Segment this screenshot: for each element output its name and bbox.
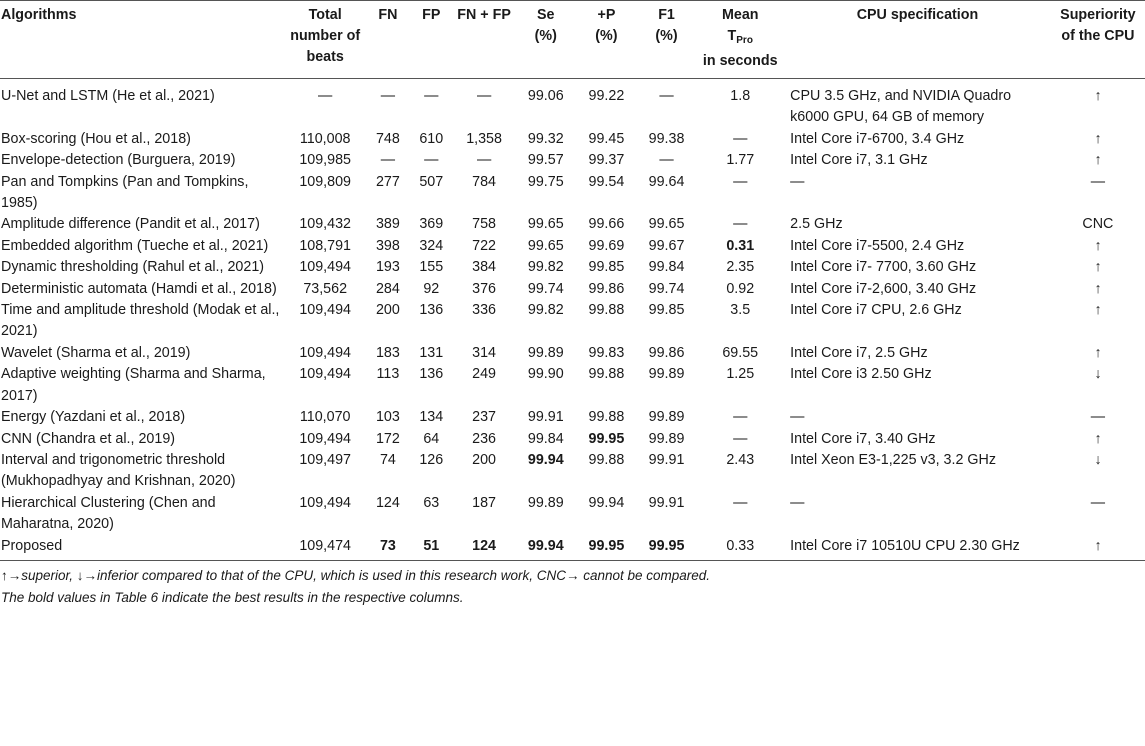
header-fn: FN: [366, 1, 410, 79]
plus-p-cell: 99.94: [588, 494, 625, 511]
fn-fp-cell: 376: [472, 280, 497, 297]
fn-cell: 124: [375, 494, 400, 511]
mean-tpro-cell: —: [733, 216, 748, 233]
total-beats-cell: 109,809: [299, 173, 352, 190]
mean-tpro-cell: —: [733, 494, 748, 511]
total-beats-cell: 109,985: [299, 152, 352, 169]
f1-cell: —: [659, 152, 674, 169]
superiority-cell: ↓: [1094, 451, 1102, 468]
algorithm-cell: Box-scoring (Hou et al., 2018): [1, 130, 191, 147]
fn-fp-cell: —: [476, 88, 492, 104]
total-beats-cell: 109,432: [299, 216, 352, 233]
table-row: [0, 364, 1145, 407]
f1-cell: 99.38: [648, 130, 685, 147]
algorithm-cell: Deterministic automata (Hamdi et al., 2018): [1, 280, 277, 297]
header-total-beats: Total number of beats: [284, 1, 366, 79]
superiority-cell: CNC: [1082, 216, 1114, 233]
header-row: [0, 1, 1145, 79]
f1-cell: 99.89: [648, 366, 685, 383]
algorithm-cell: Adaptive weighting (Sharma and Sharma, 2017): [1, 366, 266, 404]
total-beats-cell: 109,474: [284, 536, 366, 561]
superiority-cell: ↑: [1094, 152, 1102, 169]
fn-cell: —: [380, 88, 396, 104]
fn-fp-cell: 124: [453, 536, 516, 561]
plus-p-cell: 99.66: [588, 216, 625, 233]
header-mean-sub: Pro: [736, 35, 753, 46]
f1-cell: 99.64: [648, 173, 685, 190]
algorithm-cell: Time and amplitude threshold (Modak et al., 2021): [1, 302, 280, 340]
plus-p-cell: 99.22: [588, 88, 625, 104]
header-plus-p: [576, 1, 637, 79]
fn-fp-cell: 187: [472, 494, 497, 511]
total-beats-cell: 109,494: [299, 494, 352, 511]
plus-p-cell: 99.88: [588, 451, 625, 468]
cpu-spec-cell: Intel Core i7, 3.1 GHz: [790, 152, 928, 169]
total-beats-cell: —: [318, 88, 333, 104]
fp-cell: —: [424, 152, 439, 169]
se-cell: 99.89: [527, 344, 564, 361]
superiority-cell: ↑: [1094, 237, 1102, 254]
cpu-spec-cell: Intel Core i7-6700, 3.4 GHz: [790, 130, 965, 147]
mean-tpro-cell: 0.33: [696, 536, 784, 561]
algorithm-cell: Interval and trigonometric threshold (Mukhopadhyay and Krishnan, 2020): [1, 451, 236, 490]
se-cell: 99.89: [527, 494, 564, 511]
header-pp-line2: (%): [595, 28, 618, 44]
superiority-cell: ↑: [1094, 344, 1102, 361]
algorithm-cell: Envelope-detection (Burguera, 2019): [1, 152, 236, 169]
f1-cell: 99.89: [648, 409, 685, 426]
fn-fp-cell: 336: [472, 302, 497, 319]
mean-tpro-cell: 3.5: [730, 302, 751, 319]
plus-p-cell: 99.69: [588, 237, 625, 254]
fn-fp-cell: 784: [472, 173, 497, 190]
fn-cell: 277: [375, 173, 400, 190]
total-beats-cell: 73,562: [303, 280, 348, 297]
se-cell: 99.82: [527, 302, 564, 319]
fp-cell: —: [424, 88, 439, 104]
superiority-cell: ↑: [1094, 259, 1102, 276]
fp-cell: 51: [410, 536, 453, 561]
plus-p-cell: 99.95: [576, 536, 637, 561]
f1-cell: 99.86: [648, 344, 685, 361]
f1-cell: 99.74: [648, 280, 685, 297]
fn-fp-cell: 200: [472, 451, 497, 468]
header-se-line1: Se: [537, 7, 555, 23]
table-row: [0, 450, 1145, 493]
cpu-spec-cell: 2.5 GHz: [790, 216, 843, 233]
se-cell: 99.94: [527, 451, 564, 468]
header-f1: [637, 1, 697, 79]
f1-cell: 99.95: [637, 536, 697, 561]
algorithm-cell: CNN (Chandra et al., 2019): [1, 430, 176, 447]
algorithm-cell: Amplitude difference (Pandit et al., 2017): [1, 216, 260, 233]
se-cell: 99.91: [527, 409, 564, 426]
fp-cell: 136: [419, 302, 444, 319]
plus-p-cell: 99.37: [588, 152, 625, 169]
fp-cell: 126: [419, 451, 444, 468]
plus-p-cell: 99.86: [588, 280, 625, 297]
table-row: [0, 257, 1145, 278]
cpu-spec-cell: —: [790, 173, 805, 190]
table-row: [0, 214, 1145, 235]
total-beats-cell: 109,494: [299, 259, 352, 276]
cpu-spec-cell: Intel Core i3 2.50 GHz: [790, 366, 932, 383]
header-cpu-spec: CPU specification: [784, 1, 1051, 79]
se-cell: 99.74: [527, 280, 564, 297]
header-pp-line1: +P: [597, 7, 616, 23]
table-row: [0, 493, 1145, 536]
table-footnotes: [0, 561, 1145, 609]
footnote-legend: ↑→superior, ↓→inferior compared to that of the CPU, which is used in this research work, CNC→ cannot be compared.: [1, 567, 711, 583]
cpu-spec-cell: Intel Core i7, 3.40 GHz: [790, 430, 936, 447]
f1-cell: 99.85: [648, 302, 685, 319]
se-cell: 99.32: [527, 130, 564, 147]
fn-fp-cell: 758: [472, 216, 497, 233]
superiority-cell: ↑: [1094, 302, 1102, 319]
algorithm-cell: Pan and Tompkins (Pan and Tompkins, 1985): [1, 173, 249, 212]
table-body: [0, 79, 1145, 561]
fp-cell: 507: [419, 173, 444, 190]
header-mean-tpro: [696, 1, 784, 79]
total-beats-cell: 109,494: [299, 430, 352, 447]
mean-tpro-cell: 0.92: [726, 280, 755, 297]
total-beats-cell: 109,494: [299, 344, 352, 361]
table-row: [0, 129, 1145, 150]
fn-fp-cell: 384: [472, 259, 497, 276]
table-row: [0, 429, 1145, 450]
mean-tpro-cell: 1.25: [726, 366, 755, 383]
header-f1-line2: (%): [655, 28, 678, 44]
total-beats-cell: 109,497: [299, 451, 352, 468]
se-cell: 99.94: [515, 536, 576, 561]
fn-cell: 748: [375, 130, 400, 147]
f1-cell: 99.67: [648, 237, 685, 254]
fp-cell: 63: [423, 494, 440, 511]
plus-p-cell: 99.83: [588, 344, 625, 361]
cpu-spec-cell: —: [790, 409, 805, 426]
mean-tpro-cell: 0.31: [726, 237, 755, 254]
fn-cell: 73: [366, 536, 410, 561]
fp-cell: 92: [423, 280, 440, 297]
f1-cell: 99.91: [648, 451, 685, 468]
se-cell: 99.82: [527, 259, 564, 276]
algorithm-cell: Dynamic thresholding (Rahul et al., 2021): [1, 259, 265, 276]
mean-tpro-cell: —: [733, 430, 748, 447]
fn-cell: 172: [375, 430, 400, 447]
fn-cell: —: [380, 152, 396, 169]
superiority-cell: ↑: [1051, 536, 1145, 561]
fn-cell: 398: [375, 237, 400, 254]
fn-cell: 103: [375, 409, 400, 426]
cpu-spec-cell: —: [790, 494, 805, 511]
superiority-cell: —: [1090, 409, 1106, 426]
mean-tpro-cell: —: [733, 173, 748, 190]
cpu-spec-cell: Intel Core i7, 2.5 GHz: [790, 344, 928, 361]
total-beats-cell: 108,791: [299, 237, 352, 254]
mean-tpro-cell: 1.77: [726, 152, 755, 169]
superiority-cell: —: [1090, 494, 1106, 511]
header-superiority: Superiority of the CPU: [1051, 1, 1145, 79]
mean-tpro-cell: 2.43: [726, 451, 755, 468]
f1-cell: 99.84: [648, 259, 685, 276]
table-row: [0, 343, 1145, 364]
fn-fp-cell: 236: [472, 430, 497, 447]
table-row: [0, 536, 1145, 561]
algorithm-cell: U-Net and LSTM (He et al., 2021): [1, 88, 215, 104]
fn-cell: 74: [379, 451, 396, 468]
se-cell: 99.06: [527, 88, 564, 104]
header-f1-line1: F1: [658, 7, 675, 23]
fp-cell: 134: [419, 409, 444, 426]
fn-fp-cell: 1,358: [466, 130, 502, 147]
f1-cell: —: [659, 88, 674, 104]
fp-cell: 64: [423, 430, 440, 447]
fp-cell: 136: [419, 366, 444, 383]
superiority-cell: ↓: [1094, 366, 1102, 383]
fn-fp-cell: 249: [472, 366, 497, 383]
table-row: [0, 150, 1145, 171]
algorithm-cell: Hierarchical Clustering (Chen and Maharatna, 2020): [1, 494, 216, 533]
plus-p-cell: 99.88: [588, 302, 625, 319]
algorithm-cell: Wavelet (Sharma et al., 2019): [1, 344, 191, 361]
se-cell: 99.75: [527, 173, 564, 190]
se-cell: 99.65: [527, 237, 564, 254]
fp-cell: 324: [419, 237, 444, 254]
cpu-spec-cell: Intel Core i7 10510U CPU 2.30 GHz: [784, 536, 1051, 561]
fn-fp-cell: 314: [472, 344, 497, 361]
algorithm-cell: Energy (Yazdani et al., 2018): [1, 409, 186, 426]
f1-cell: 99.65: [648, 216, 685, 233]
total-beats-cell: 110,008: [299, 130, 351, 147]
mean-tpro-cell: —: [733, 409, 748, 426]
f1-cell: 99.91: [648, 494, 685, 511]
superiority-cell: ↑: [1094, 280, 1102, 297]
table-row: [0, 236, 1145, 257]
plus-p-cell: 99.88: [588, 409, 625, 426]
superiority-cell: ↑: [1094, 88, 1102, 104]
superiority-cell: ↑: [1094, 430, 1102, 447]
se-cell: 99.84: [527, 430, 564, 447]
mean-tpro-cell: 1.8: [730, 88, 751, 104]
fp-cell: 131: [419, 344, 444, 361]
cpu-spec-cell: Intel Core i7-2,600, 3.40 GHz: [790, 280, 977, 297]
se-cell: 99.90: [527, 366, 564, 383]
header-mean-t: T: [727, 28, 737, 44]
f1-cell: 99.89: [648, 430, 685, 447]
header-algorithms: Algorithms: [0, 1, 284, 79]
superiority-cell: ↑: [1094, 130, 1102, 147]
cpu-spec-cell: Intel Core i7 CPU, 2.6 GHz: [790, 302, 962, 319]
cpu-spec-cell: Intel Core i7- 7700, 3.60 GHz: [790, 259, 977, 276]
plus-p-cell: 99.95: [588, 430, 625, 447]
header-fp: FP: [410, 1, 453, 79]
header-se-line2: (%): [534, 28, 557, 44]
fp-cell: 369: [419, 216, 444, 233]
total-beats-cell: 110,070: [299, 409, 351, 426]
footnote-bold-note: The bold values in Table 6 indicate the best results in the respective columns.: [1, 589, 464, 605]
fn-cell: 193: [375, 259, 400, 276]
superiority-cell: —: [1090, 173, 1106, 190]
fn-fp-cell: —: [476, 152, 492, 169]
mean-tpro-cell: 69.55: [722, 344, 759, 361]
fn-fp-cell: 722: [472, 237, 497, 254]
plus-p-cell: 99.88: [588, 366, 625, 383]
header-se: [515, 1, 576, 79]
fn-cell: 389: [375, 216, 400, 233]
fn-cell: 200: [375, 302, 400, 319]
table-row: [0, 79, 1145, 129]
fn-fp-cell: 237: [472, 409, 497, 426]
cpu-spec-cell: Intel Core i7-5500, 2.4 GHz: [790, 237, 965, 254]
table-row: [0, 300, 1145, 343]
total-beats-cell: 109,494: [299, 366, 352, 383]
mean-tpro-cell: 2.35: [726, 259, 755, 276]
mean-tpro-cell: —: [733, 130, 748, 147]
fn-cell: 113: [376, 366, 400, 383]
header-fn-fp: FN + FP: [453, 1, 516, 79]
cpu-spec-cell: Intel Xeon E3-1,225 v3, 3.2 GHz: [790, 451, 996, 468]
se-cell: 99.57: [527, 152, 564, 169]
fn-cell: 284: [375, 280, 400, 297]
fn-cell: 183: [375, 344, 400, 361]
header-mean-line1: Mean: [721, 7, 759, 23]
header-mean-line2: in seconds: [702, 53, 778, 69]
table-row: [0, 279, 1145, 300]
fp-cell: 155: [419, 259, 444, 276]
plus-p-cell: 99.54: [588, 173, 625, 190]
cpu-spec-cell: CPU 3.5 GHz, and NVIDIA Quadro k6000 GPU, 64 GB of memory: [790, 88, 1012, 126]
table-row: [0, 172, 1145, 215]
fp-cell: 610: [419, 130, 444, 147]
table-row: [0, 407, 1145, 428]
total-beats-cell: 109,494: [299, 302, 352, 319]
plus-p-cell: 99.45: [588, 130, 625, 147]
algorithm-cell: Proposed: [0, 536, 284, 561]
table-header: [0, 1, 1145, 79]
algorithm-cell: Embedded algorithm (Tueche et al., 2021): [1, 237, 269, 254]
plus-p-cell: 99.85: [588, 259, 625, 276]
se-cell: 99.65: [527, 216, 564, 233]
